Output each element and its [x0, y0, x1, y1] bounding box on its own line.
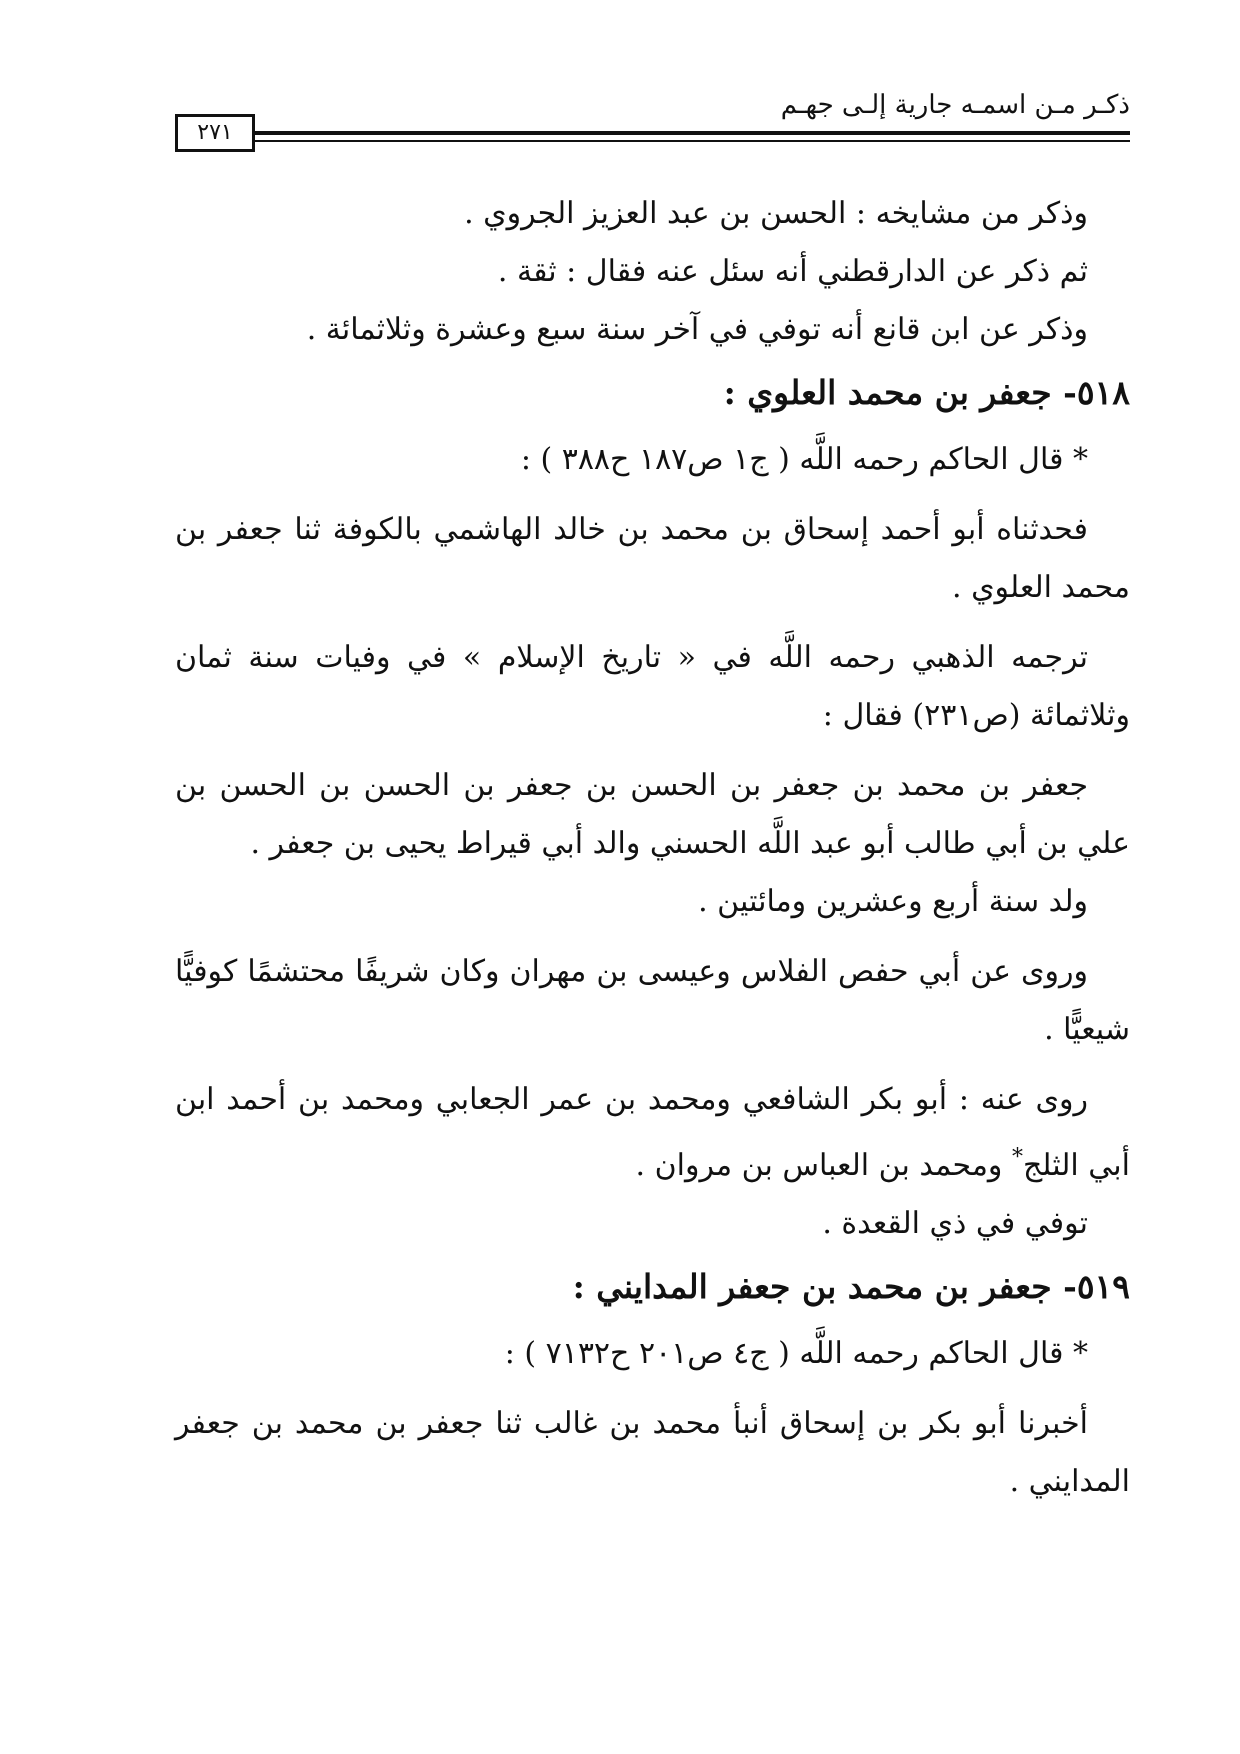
- narrators-paragraph: [175, 1071, 1130, 1195]
- text-line: وذكر من مشايخه : الحسن بن عبد العزيز الجروي .: [464, 196, 1088, 231]
- text-line: وذكر عن ابن قانع أنه توفي في آخر سنة سبع وعشرة وثلاثمائة .: [306, 312, 1088, 347]
- source-reference: [175, 431, 1130, 489]
- page-header: [175, 80, 1130, 152]
- source-reference-text: قال الحاكم رحمه اللَّه ( ج٤ ص٢٠١ ح٧١٣٢ ) :: [504, 1336, 1064, 1371]
- narration-paragraph: فحدثناه أبو أحمد إسحاق بن محمد بن خالد الهاشمي بالكوفة ثنا جعفر بن محمد العلوي .: [175, 512, 1130, 605]
- birth-line: ولد سنة أربع وعشرين ومائتين .: [698, 884, 1088, 919]
- source-reference: [175, 1325, 1130, 1383]
- star-marker: *: [1073, 1336, 1088, 1371]
- entry-heading-518: ٥١٨- جعفر بن محمد العلوي :: [723, 373, 1130, 412]
- biography-paragraph: جعفر بن محمد بن جعفر بن الحسن بن جعفر بن الحسن بن الحسن بن علي بن أبي طالب أبو عبد اللَّه الحسني والد أبي قيراط يحيى بن جعفر .: [175, 768, 1130, 861]
- text-line: ثم ذكر عن الدارقطني أنه سئل عنه فقال : ثقة .: [497, 254, 1088, 289]
- page-body: [175, 185, 1130, 1511]
- page-number: ٢٧١: [175, 114, 255, 152]
- star-marker: *: [1073, 442, 1088, 477]
- source-reference-text: قال الحاكم رحمه اللَّه ( ج١ ص١٨٧ ح٣٨٨ ) :: [520, 442, 1064, 477]
- narrators-text: روى عنه : أبو بكر الشافعي ومحمد بن عمر الجعابي ومحمد بن أحمد ابن أبي الثلج: [175, 1082, 1130, 1183]
- header-rule-thick: [255, 131, 1130, 135]
- narrated-from-paragraph: وروى عن أبي حفص الفلاس وعيسى بن مهران وكان شريفًا محتشمًا كوفيًّا شيعيًّا .: [175, 954, 1130, 1047]
- death-line: توفي في ذي القعدة .: [822, 1206, 1088, 1241]
- header-rule-thin: [255, 140, 1130, 142]
- entry-heading-519: ٥١٩- جعفر بن محمد بن جعفر المدايني :: [572, 1267, 1130, 1306]
- running-title: ذكـر مـن اسمـه جارية إلـى جهـم: [780, 90, 1130, 120]
- dhahabi-paragraph: ترجمه الذهبي رحمه اللَّه في « تاريخ الإسلام » في وفيات سنة ثمان وثلاثمائة (ص٢٣١) فقال :: [175, 640, 1130, 733]
- footnote-mark: *: [1011, 1145, 1023, 1170]
- narration-paragraph: أخبرنا أبو بكر بن إسحاق أنبأ محمد بن غالب ثنا جعفر بن محمد بن جعفر المدايني .: [175, 1406, 1130, 1499]
- narrators-text-continued: ومحمد بن العباس بن مروان .: [635, 1148, 1012, 1183]
